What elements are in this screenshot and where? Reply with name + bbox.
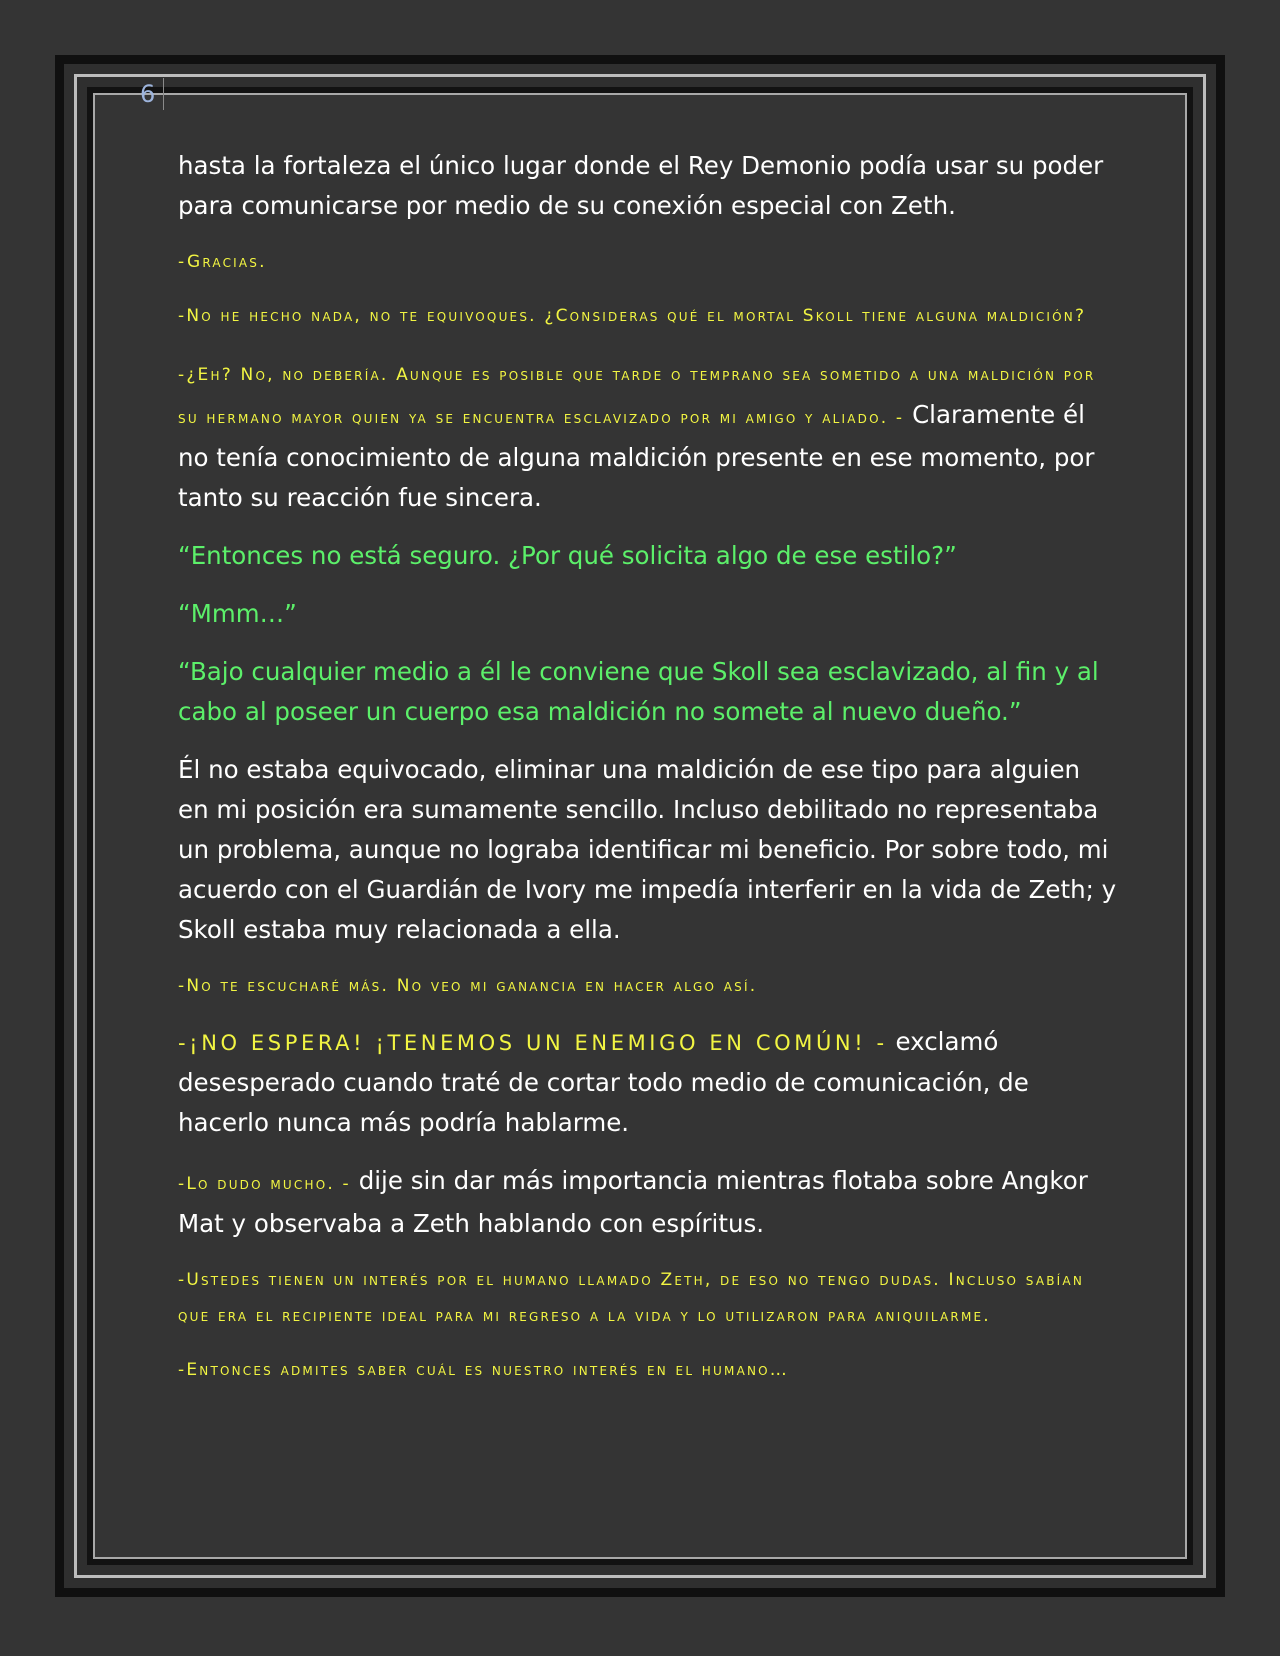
narration-paragraph: Él no estaba equivocado, eliminar una maldición de ese tipo para alguien en mi posición era sumamente sencillo. Incluso debilitado no representaba un problema, aunque no lograba identificar mi beneficio. Por sobre todo, mi acuerdo con el Guardián de Ivory me impedía interferir en la vida de Zeth; y Skoll estaba muy relacionada a ella. bbox=[178, 755, 1117, 944]
thought-paragraph: “Mmm…” bbox=[178, 599, 297, 628]
demon-dialogue: -No te escucharé más. No veo mi ganancia en hacer algo así. bbox=[178, 976, 758, 996]
demon-dialogue: -Lo dudo mucho. - bbox=[178, 1174, 351, 1194]
narration-text: dije sin dar más importancia mientras flotaba sobre Angkor Mat y observaba a Zeth hablando con espíritus. bbox=[178, 1166, 1088, 1238]
narration-text: exclamó desesperado cuando traté de cortar todo medio de comunicación, de hacerlo nunca más podría hablarme. bbox=[178, 1027, 1029, 1137]
mixed-paragraph bbox=[178, 352, 1118, 518]
narration-paragraph: hasta la fortaleza el único lugar donde el Rey Demonio podía usar su poder para comunicarse por medio de su conexión especial con Zeth. bbox=[178, 151, 1104, 220]
mixed-paragraph bbox=[178, 1022, 1118, 1143]
mixed-paragraph bbox=[178, 1161, 1118, 1244]
narration-text: Claramente él no tenía conocimiento de alguna maldición presente en ese momento, por tanto su reacción fue sincera. bbox=[178, 400, 1095, 512]
thought-paragraph: “Entonces no está seguro. ¿Por qué solicita algo de ese estilo?” bbox=[178, 541, 957, 570]
page-content bbox=[178, 146, 1118, 1406]
demon-dialogue: -Gracias. bbox=[178, 252, 267, 272]
demon-dialogue: -Entonces admites saber cuál es nuestro interés en el humano… bbox=[178, 1360, 789, 1380]
demon-dialogue: -Ustedes tienen un interés por el humano llamado Zeth, de eso no tengo dudas. Incluso sabían que era el recipiente ideal para mi regreso a la vida y lo utilizaron para aniquilarme. bbox=[178, 1270, 1084, 1326]
page-number: 6 bbox=[140, 78, 164, 110]
demon-dialogue: -¿Eh? No, no debería. Aunque es posible que tarde o temprano sea sometido a una maldición por su hermano mayor quien ya se encuentra esclavizado por mi amigo y aliado. - bbox=[178, 365, 1096, 428]
demon-dialogue: -No he hecho nada, no te equivoques. ¿Consideras qué el mortal Skoll tiene alguna maldición? bbox=[178, 306, 1087, 326]
demon-shout: -¡NO ESPERA! ¡TENEMOS UN ENEMIGO EN COMÚN! - bbox=[178, 1031, 888, 1055]
thought-paragraph: “Bajo cualquier medio a él le conviene que Skoll sea esclavizado, al fin y al cabo al poseer un cuerpo esa maldición no somete al nuevo dueño.” bbox=[178, 657, 1099, 726]
